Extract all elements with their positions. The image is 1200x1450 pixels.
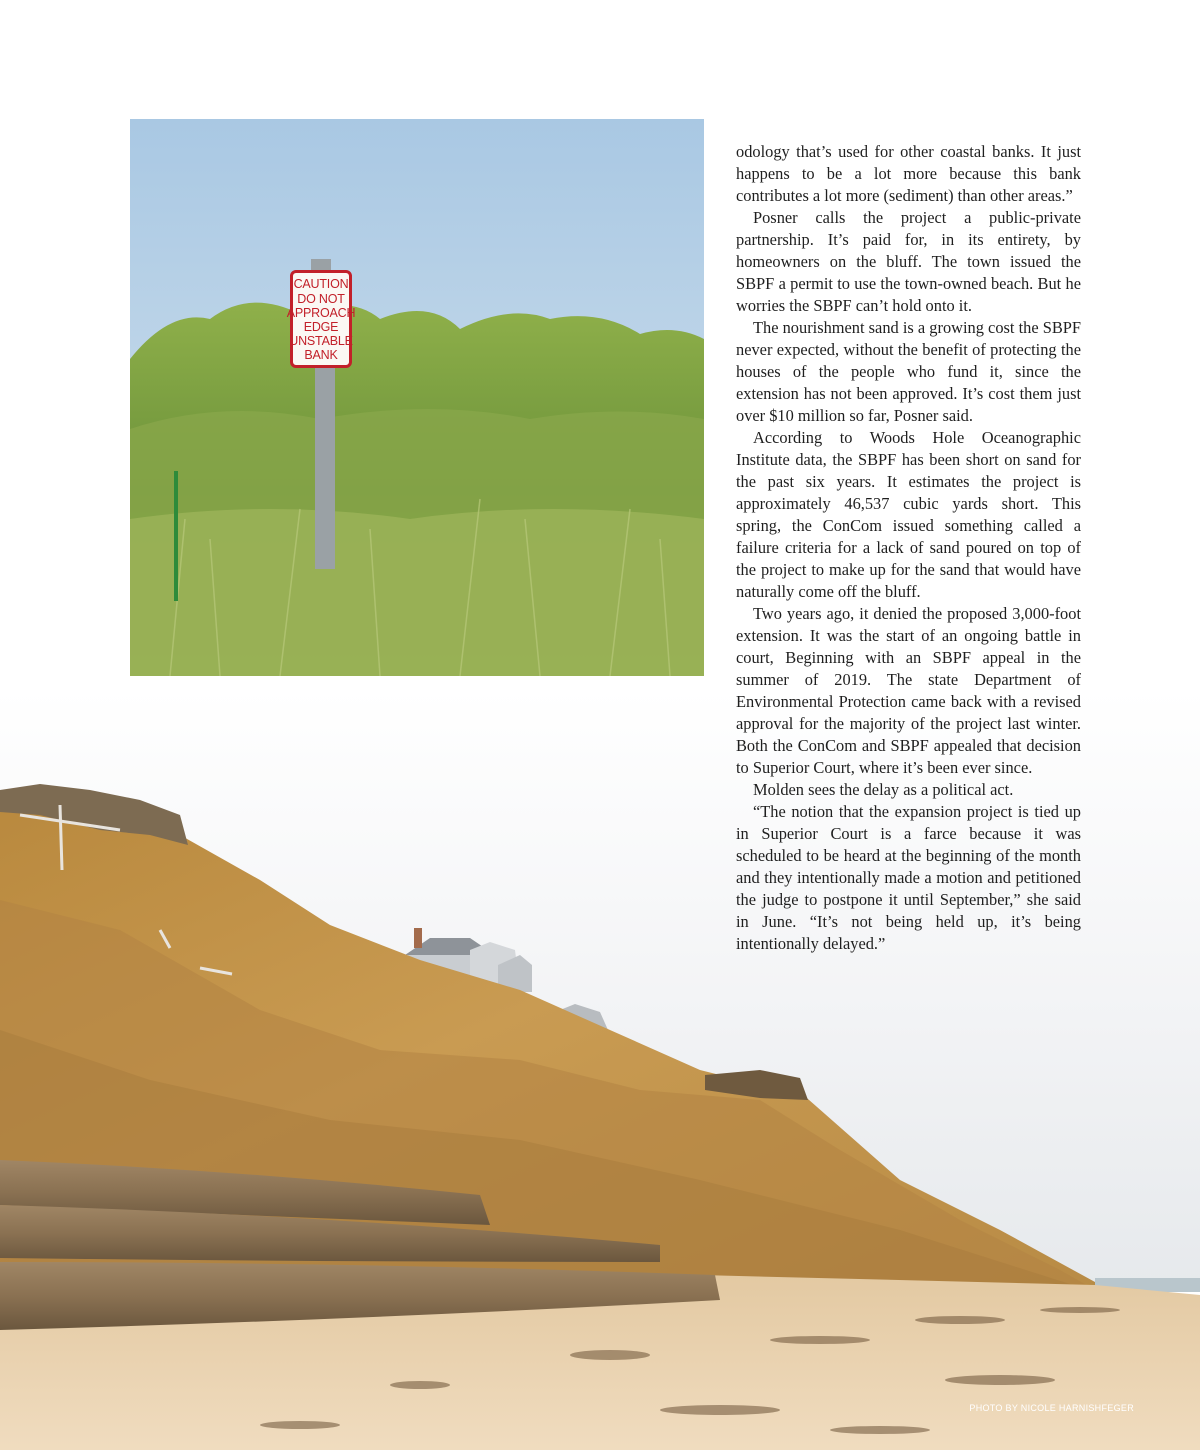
article-paragraph: Molden sees the delay as a political act.	[753, 780, 1014, 799]
article-paragraph: According to Woods Hole Oceanographic Institute data, the SBPF has been short on sand for the past six years. It estimates the project is approximately 46,537 cubic yards short. This spring, the ConCom issued something called a failure criteria for a lack of sand poured on top of the project to make up for the sand that would have naturally come off the bluff.	[736, 428, 1081, 601]
article-paragraph: Two years ago, it denied the proposed 3,000-foot extension. It was the start of an ongoing battle in court, Beginning with an SBPF appeal in the summer of 2019. The state Department of Environmental Protection came back with a revised approval for the majority of the project last winter. Both the ConCom and SBPF appealed that decision to Superior Court, where it’s been ever since.	[736, 604, 1081, 777]
article-body	[736, 141, 1081, 955]
sign-line: APPROACH	[286, 305, 356, 320]
caution-sign	[286, 270, 356, 368]
sign-line: EDGE	[303, 320, 339, 334]
article-paragraph: odology that’s used for other coastal banks. It just happens to be a lot more because this bank contributes a lot more (sediment) than other areas.”	[736, 142, 1081, 205]
sign-line: BANK	[304, 348, 338, 363]
sign-line: CAUTION	[293, 277, 349, 292]
sign-line: UNSTABLE	[289, 334, 353, 349]
article-paragraph: The nourishment sand is a growing cost the SBPF never expected, without the benefit of protecting the houses of the people who fund it, since the extension has not been approved. It’s cost them just over $10 million so far, Posner said.	[736, 318, 1081, 425]
article-paragraph: Posner calls the project a public-private partnership. It’s paid for, in its entirety, by homeowners on the bluff. The town issued the SBPF a permit to use the town-owned beach. But he worries the SBPF can’t hold onto it.	[736, 208, 1081, 315]
article-paragraph: “The notion that the expansion project is tied up in Superior Court is a farce because it was scheduled to be heard at the beginning of the month and they intentionally made a motion and petitioned the judge to postpone it until September,” she said in June. “It’s not being held up, it’s being intentionally delayed.”	[736, 802, 1081, 953]
caution-sign-photo	[130, 119, 704, 676]
sign-line: DO NOT	[297, 291, 345, 306]
photo-credit: PHOTO BY NICOLE HARNISHFEGER	[969, 1403, 1134, 1413]
